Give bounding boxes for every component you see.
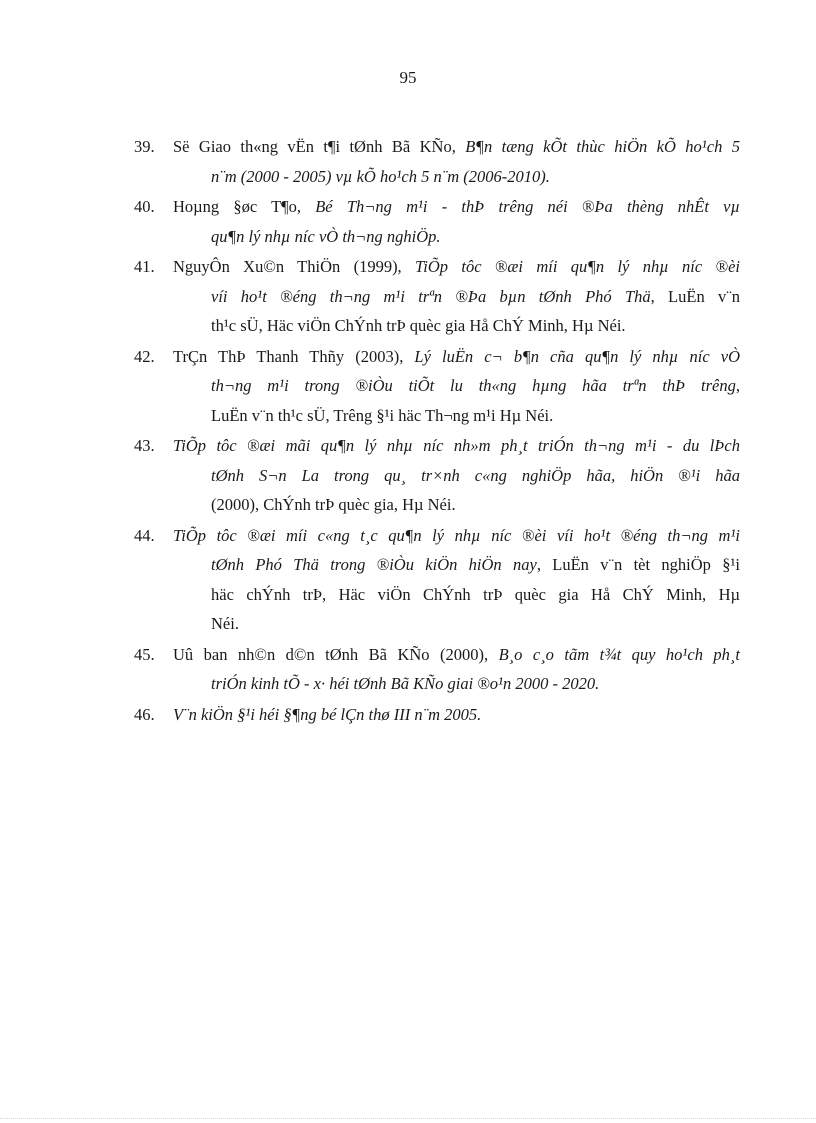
page-number: 95 xyxy=(399,68,417,87)
reference-line xyxy=(173,521,740,551)
reference-number: 42. xyxy=(134,346,155,366)
reference-title-segment: n¨m (2000 - 2005) vµ kÕ ho¹ch 5 n¨m (2006-2010). xyxy=(211,166,550,186)
reference-line xyxy=(173,342,740,372)
reference-line xyxy=(173,222,740,252)
page-bottom-divider xyxy=(0,1118,816,1119)
reference-title-segment: tØnh Phó Thä trong ®iÒu kiÖn hiÖn nay xyxy=(211,555,537,574)
reference-text xyxy=(173,640,740,699)
reference-author-segment: Së Giao th«ng vËn t¶i tØnh Bã KÑo, xyxy=(173,137,466,156)
reference-title-segment: Lý luËn c¬ b¶n cña qu¶n lý nhµ níc vÒ xyxy=(414,346,740,366)
reference-title-segment: víi ho¹t ®éng th¬ng m¹i trªn ®Þa bµn tØnh Phó Thä xyxy=(211,286,651,306)
reference-title-segment: B¸o c¸o tãm t¾t quy ho¹ch ph¸t xyxy=(498,644,740,664)
reference-line xyxy=(173,371,740,401)
reference-author-segment: Hoµng §øc T¶o, xyxy=(173,197,316,216)
reference-author-segment: Uû ban nh©n d©n tØnh Bã KÑo (2000), xyxy=(173,644,499,664)
reference-text xyxy=(173,192,740,251)
reference-line xyxy=(173,609,740,639)
reference-line xyxy=(173,192,740,222)
reference-text xyxy=(173,132,740,191)
reference-item xyxy=(134,192,740,251)
reference-title-segment: B¶n tæng kÕt thùc hiÖn kÕ ho¹ch 5 xyxy=(465,137,741,156)
reference-item xyxy=(134,132,740,191)
reference-line xyxy=(173,401,740,431)
reference-number: 39. xyxy=(134,137,155,156)
reference-text xyxy=(173,431,740,520)
reference-line xyxy=(173,311,740,341)
reference-line xyxy=(173,282,740,312)
reference-title-segment: V¨n kiÖn §¹i héi §¶ng bé lÇn thø III n¨m 2005. xyxy=(173,704,482,724)
reference-line xyxy=(173,132,740,162)
reference-list xyxy=(134,132,740,730)
reference-title-segment: TiÕp tôc ®æi míi c«ng t¸c qu¶n lý nhµ níc ®èi víi ho¹t ®éng th¬ng m¹i xyxy=(173,525,740,545)
reference-text xyxy=(173,700,740,730)
reference-item xyxy=(134,252,740,341)
reference-line xyxy=(173,550,740,580)
reference-line xyxy=(173,580,740,610)
reference-item xyxy=(134,521,740,639)
reference-author-segment: Néi. xyxy=(211,614,239,633)
reference-line xyxy=(173,640,740,670)
reference-number: 46. xyxy=(134,704,155,724)
reference-title-segment: TiÕp tôc ®æi mãi qu¶n lý nhµ níc nh»m ph¸t triÓn th¬ng m¹i - du lÞch xyxy=(173,436,740,455)
reference-item xyxy=(134,700,740,730)
reference-author-segment: , LuËn v¨n tèt nghiÖp §¹i xyxy=(536,555,740,574)
reference-number: 44. xyxy=(134,525,155,545)
reference-title-segment: tØnh S¬n La trong qu¸ tr×nh c«ng nghiÖp hãa, hiÖn ®¹i hãa xyxy=(211,465,740,485)
reference-title-segment: th¬ng m¹i trong ®iÒu tiÕt lu th«ng hµng hãa trªn thÞ trêng xyxy=(211,376,736,395)
reference-text xyxy=(173,252,740,341)
reference-number: 45. xyxy=(134,644,155,664)
reference-number: 40. xyxy=(134,197,155,216)
reference-text xyxy=(173,521,740,639)
reference-author-segment: (2000), ChÝnh trÞ quèc gia, Hµ Néi. xyxy=(211,495,456,514)
reference-author-segment: häc chÝnh trÞ, Häc viÖn ChÝnh trÞ quèc gia Hå ChÝ Minh, Hµ xyxy=(211,584,740,604)
reference-item xyxy=(134,640,740,699)
reference-line xyxy=(173,162,740,192)
reference-item xyxy=(134,342,740,431)
reference-title-segment: triÓn kinh tÕ - x· héi tØnh Bã KÑo giai ®o¹n 2000 - 2020. xyxy=(211,674,600,693)
reference-title-segment: qu¶n lý nhµ níc vÒ th¬ng nghiÖp. xyxy=(211,226,441,246)
reference-number: 41. xyxy=(134,257,155,276)
reference-text xyxy=(173,342,740,431)
reference-author-segment: , xyxy=(735,376,740,395)
reference-author-segment: TrÇn ThÞ Thanh Thñy (2003), xyxy=(173,346,415,366)
reference-author-segment: NguyÔn Xu©n ThiÖn (1999), xyxy=(173,257,416,276)
reference-line xyxy=(173,490,740,520)
reference-line xyxy=(173,669,740,699)
reference-author-segment: th¹c sÜ, Häc viÖn ChÝnh trÞ quèc gia Hå ChÝ Minh, Hµ Néi. xyxy=(211,316,626,335)
reference-item xyxy=(134,431,740,520)
reference-line xyxy=(173,700,740,730)
reference-author-segment: LuËn v¨n th¹c sÜ, Trêng §¹i häc Th¬ng m¹i Hµ Néi. xyxy=(211,405,554,425)
reference-author-segment: , LuËn v¨n xyxy=(650,286,740,306)
reference-title-segment: TiÕp tôc ®æi míi qu¶n lý nhµ níc ®èi xyxy=(415,257,740,276)
reference-line xyxy=(173,461,740,491)
reference-title-segment: Bé Th¬ng m¹i - thÞ trêng néi ®Þa thèng nhÊt vµ xyxy=(315,197,740,216)
reference-number: 43. xyxy=(134,436,155,455)
reference-line xyxy=(173,252,740,282)
reference-line xyxy=(173,431,740,461)
